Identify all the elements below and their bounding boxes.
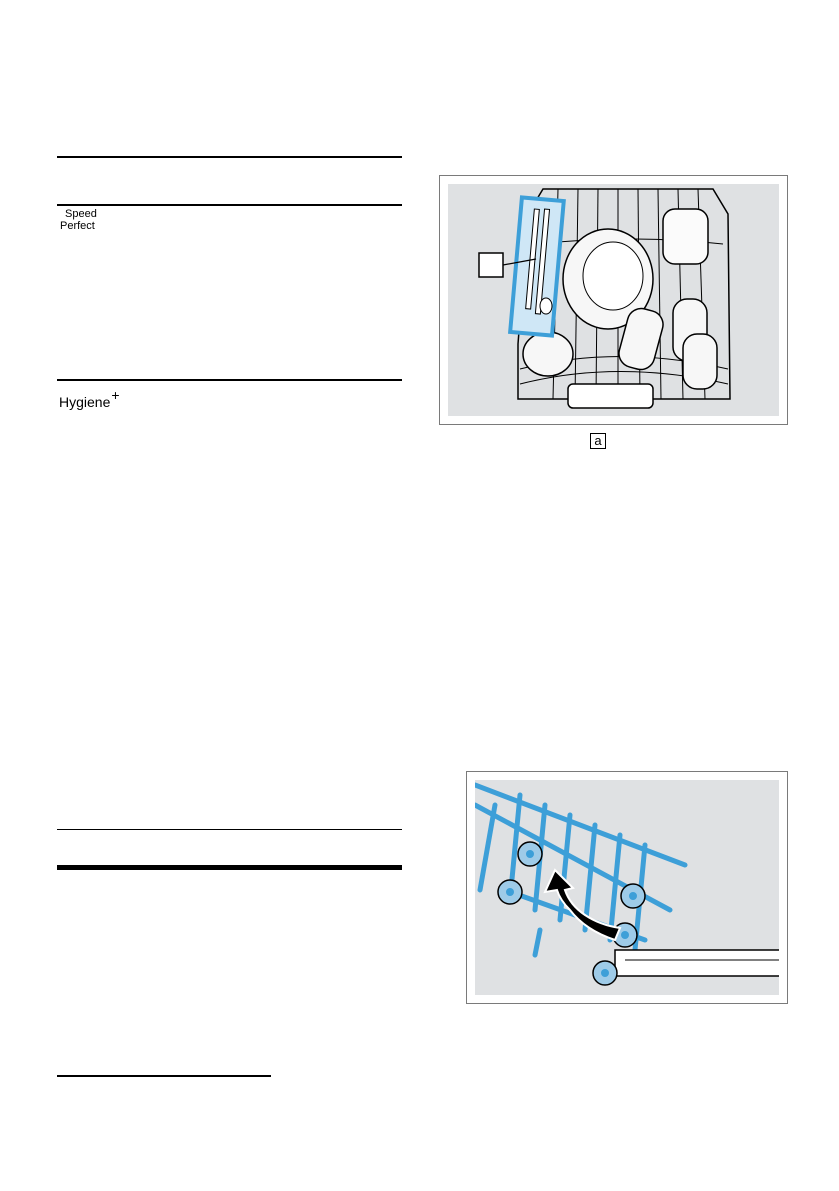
hygiene-label: Hygiene bbox=[59, 394, 111, 410]
upper-basket-figure bbox=[466, 771, 788, 1004]
section-rule-hygiene bbox=[57, 379, 402, 381]
upper-basket-drawing bbox=[475, 780, 779, 995]
speed-label-line2: Perfect bbox=[60, 220, 95, 232]
section-rule-top bbox=[57, 156, 402, 158]
speed-label-line1: Speed bbox=[65, 208, 97, 220]
speed-perfect-symbol bbox=[60, 208, 97, 232]
section-rule-thin bbox=[57, 829, 402, 830]
cutlery-basket-figure bbox=[439, 175, 788, 425]
lower-rack-drawing bbox=[448, 184, 779, 416]
hygiene-plus: + bbox=[111, 387, 120, 403]
footnote-rule bbox=[57, 1075, 271, 1077]
section-rule-heavy bbox=[57, 865, 402, 870]
section-rule-speed bbox=[57, 204, 402, 206]
figure-label-a: a bbox=[590, 433, 606, 449]
upper-basket-illustration bbox=[475, 780, 779, 995]
cutlery-basket-illustration bbox=[448, 184, 779, 416]
hygiene-plus-symbol bbox=[59, 386, 120, 411]
